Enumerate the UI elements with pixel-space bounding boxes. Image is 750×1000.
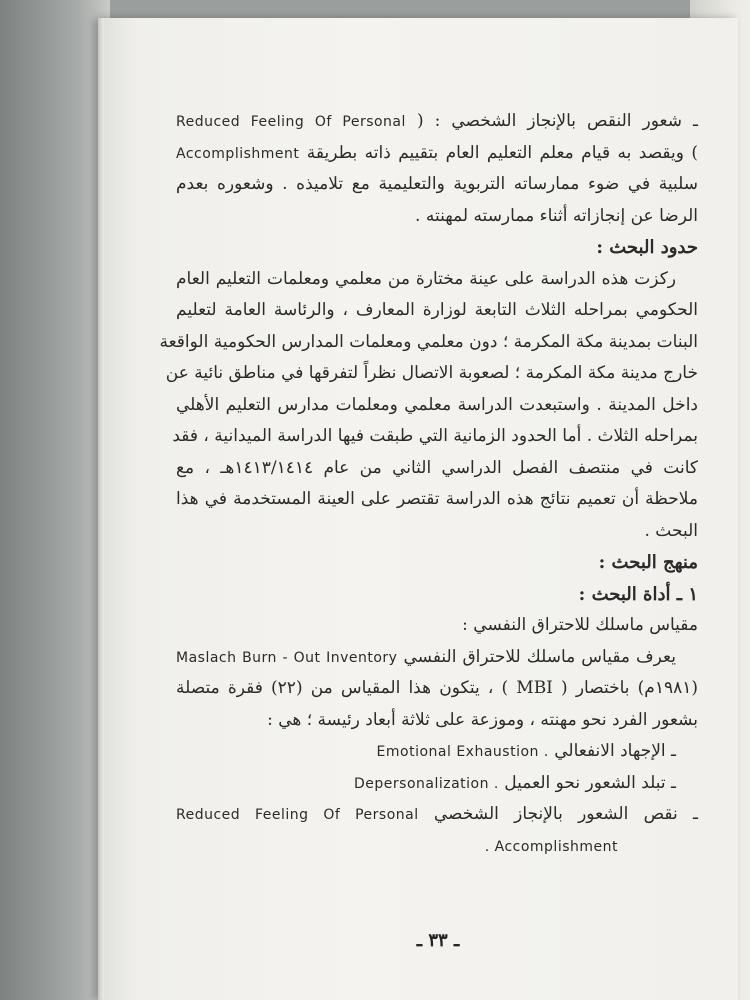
text-line: . Accomplishment <box>484 838 618 855</box>
text-line: سلبية في ضوء ممارساته التربوية والتعليمية مع تلاميذه . وشعوره بعدم <box>176 174 698 194</box>
text-line: داخل المدينة . واستبعدت الدراسة معلمي ومعلمات مدارس التعليم الأهلي <box>176 394 698 415</box>
text-line: كانت في منتصف الفصل الدراسي الثاني من عام ١٤١٣/١٤١٤هـ ، مع <box>176 457 698 478</box>
text-line: البنات بمدينة مكة المكرمة ؛ دون معلمي ومعلمات المدارس الحكومية الواقعة <box>159 331 698 352</box>
text-line: بمراحله الثلاث . أما الحدود الزمانية التي طبقت فيها الدراسة الميدانية ، فقد <box>172 426 698 446</box>
text-line: (١٩٨١م) باختصار ( MBI ) ، يتكون هذا المقياس من (٢٢) فقرة متصلة <box>176 678 698 698</box>
dimension-item: ـ نقص الشعور بالإنجاز الشخصي Reduced Feeling Of Personal <box>176 804 698 824</box>
text-line: خارج مدينة مكة المكرمة ؛ لصعوبة الاتصال نظراً لتفرقها في مناطق نائية عن <box>165 363 698 383</box>
page-number: ـ ٣٣ ـ <box>416 930 460 951</box>
background-left <box>0 0 110 1000</box>
section-heading-method: منهج البحث : <box>598 552 698 573</box>
text-line: ركزت هذه الدراسة على عينة مختارة من معلمي ومعلمات التعليم العام <box>176 268 676 289</box>
text-line: ملاحظة أن تعميم نتائج هذه الدراسة تقتصر على العينة المستخدمة في هذا <box>176 489 698 509</box>
scale-title: مقياس ماسلك للاحتراق النفسي : <box>462 615 698 635</box>
text-line: بشعور الفرد نحو مهنته ، وموزعة على ثلاثة أبعاد رئيسة ؛ هي : <box>267 709 698 730</box>
dimension-item: ـ تبلد الشعور نحو العميل Depersonalization . <box>354 772 676 793</box>
text-line: ) ويقصد به قيام معلم التعليم العام بتقييم ذاته بطريقة Accomplishment <box>176 142 699 163</box>
page-text <box>159 106 699 862</box>
text-line: البحث . <box>644 520 698 541</box>
dimension-item: ـ الإجهاد الانفعالي Emotional Exhaustion . <box>376 741 676 761</box>
text-line: يعرف مقياس ماسلك للاحتراق النفسي Maslach Burn - Out Inventory <box>176 646 676 667</box>
section-heading-limits: حدود البحث : <box>596 237 698 258</box>
book-page <box>98 18 738 1000</box>
text-line: الرضا عن إنجازاته أثناء ممارسته لمهنته . <box>415 205 698 226</box>
text-line: الحكومي بمراحله الثلاث التابعة لوزارة المعارف ، والرئاسة العامة لتعليم <box>176 300 698 320</box>
text-line: ـ شعور النقص بالإنجاز الشخصي : ( Reduced Feeling Of Personal <box>176 111 698 131</box>
page-edge <box>98 18 104 1000</box>
section-heading-tool: ١ ـ أداة البحث : <box>578 583 698 605</box>
